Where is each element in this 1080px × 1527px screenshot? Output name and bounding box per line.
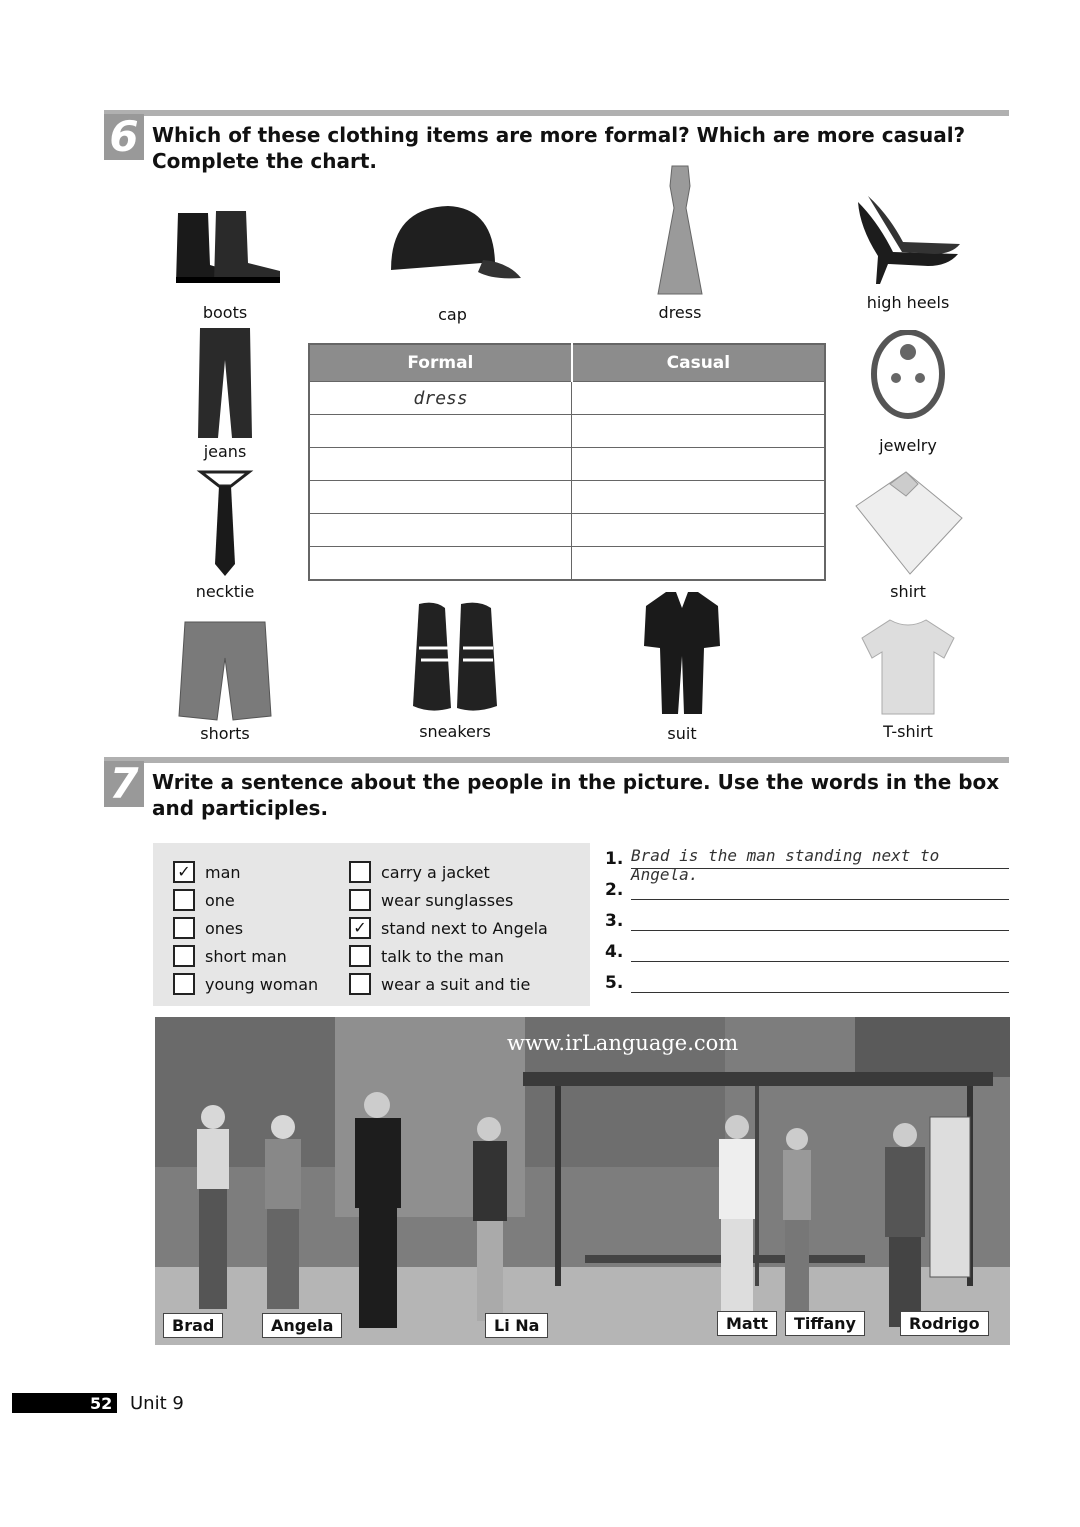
chart-cell[interactable] (309, 415, 572, 448)
name-label-lina: Li Na (485, 1313, 548, 1338)
chart-row (309, 547, 825, 581)
shirt-icon (850, 466, 966, 578)
word-option[interactable] (349, 861, 490, 883)
item-label: sneakers (419, 722, 491, 741)
item-jeans (170, 326, 280, 461)
chart-cell[interactable] (572, 382, 825, 415)
item-label: suit (667, 724, 697, 743)
item-boots (160, 205, 290, 322)
exercise-number: 7 (104, 761, 144, 807)
exercise-instruction (152, 769, 999, 821)
jewelry-icon (868, 330, 948, 426)
sneakers-icon (405, 598, 505, 716)
chart-row (309, 514, 825, 547)
item-label: jewelry (879, 436, 937, 455)
exercise-instruction (152, 122, 965, 174)
word-option[interactable] (173, 917, 243, 939)
word-option-label: short man (205, 946, 287, 966)
word-option[interactable] (349, 945, 504, 967)
word-option[interactable] (173, 861, 241, 883)
item-dress (630, 162, 730, 322)
word-option-label: wear sunglasses (381, 890, 514, 910)
item-shorts (170, 618, 280, 743)
word-option[interactable] (173, 945, 287, 967)
chart-cell[interactable] (572, 448, 825, 481)
answer-field[interactable] (631, 939, 1009, 962)
suit-icon (640, 586, 724, 718)
tshirt-icon (860, 616, 956, 718)
checkbox[interactable] (349, 889, 371, 911)
item-suit (630, 586, 734, 743)
answer-field[interactable]: Brad is the man standing next to Angela. (631, 846, 1009, 869)
watermark: www.irLanguage.com (507, 1031, 739, 1055)
checkbox[interactable] (173, 945, 195, 967)
answer-number: 4. (605, 942, 624, 962)
chart-cell[interactable] (572, 415, 825, 448)
checkbox[interactable] (349, 945, 371, 967)
chart-cell[interactable] (572, 481, 825, 514)
instruction-line: Which of these clothing items are more formal? Which are more casual? (152, 123, 966, 147)
word-option[interactable] (349, 973, 530, 995)
instruction-line: and participles. (152, 796, 329, 820)
name-label-tiffany: Tiffany (785, 1311, 865, 1336)
item-label: necktie (195, 582, 255, 601)
chart-header-formal: Formal (309, 344, 572, 382)
item-label: T-shirt (883, 722, 933, 741)
item-label: high heels (866, 293, 950, 312)
name-label-rodrigo: Rodrigo (900, 1311, 989, 1336)
item-label: shirt (890, 582, 926, 601)
item-cap (380, 200, 525, 324)
chart-row (309, 481, 825, 514)
cap-icon (383, 200, 523, 285)
word-option-label: young woman (205, 974, 319, 994)
item-tshirt (850, 616, 966, 741)
chart-cell[interactable] (309, 481, 572, 514)
chart-cell[interactable]: dress (309, 382, 572, 415)
instruction-line: Complete the chart. (152, 149, 378, 173)
answer-line (605, 970, 1009, 993)
chart-row (309, 415, 825, 448)
word-option-label: wear a suit and tie (381, 974, 531, 994)
boots-icon (168, 205, 283, 285)
name-label-matt: Matt (717, 1311, 777, 1336)
word-option[interactable] (349, 889, 513, 911)
jeans-icon (196, 326, 254, 440)
word-option-label: carry a jacket (381, 862, 490, 882)
item-label: dress (658, 303, 702, 322)
high-heels-icon (848, 192, 968, 287)
item-label: cap (438, 305, 467, 324)
answer-line (605, 939, 1009, 962)
instruction-line: Write a sentence about the people in the picture. Use the words in the box (152, 770, 1000, 794)
word-option-label: ones (205, 918, 244, 938)
unit-label: Unit 9 (130, 1393, 184, 1414)
word-option-label: stand next to Angela (381, 918, 548, 938)
word-option[interactable] (349, 917, 548, 939)
name-label-angela: Angela (262, 1313, 342, 1338)
section-rule (104, 757, 1009, 763)
word-option[interactable] (173, 973, 318, 995)
item-high-heels (840, 192, 976, 312)
item-necktie (170, 468, 280, 601)
word-option[interactable] (173, 889, 235, 911)
item-jewelry (850, 330, 966, 455)
chart-cell[interactable] (572, 514, 825, 547)
chart-cell[interactable] (309, 448, 572, 481)
dress-icon (650, 162, 710, 297)
checkbox[interactable] (173, 973, 195, 995)
formal-casual-chart (308, 343, 826, 581)
word-option-label: one (205, 890, 235, 910)
answer-number: 3. (605, 911, 624, 931)
checkbox[interactable] (173, 917, 195, 939)
street-scene-icon (155, 1017, 1010, 1345)
checkbox[interactable]: ✓ (173, 861, 195, 883)
checkbox[interactable]: ✓ (349, 917, 371, 939)
item-label: boots (202, 303, 248, 322)
answer-field[interactable] (631, 970, 1009, 993)
page-number: 52 (90, 1394, 113, 1413)
word-option-label: talk to the man (381, 946, 504, 966)
checkbox[interactable] (173, 889, 195, 911)
chart-row (309, 382, 825, 415)
answer-field[interactable] (631, 908, 1009, 931)
name-label-brad: Brad (163, 1313, 223, 1338)
answer-line (605, 877, 1009, 900)
answer-line (605, 908, 1009, 931)
checkbox[interactable] (349, 861, 371, 883)
item-sneakers (400, 598, 510, 741)
answer-field[interactable] (631, 877, 1009, 900)
street-scene-illustration (155, 1017, 1010, 1345)
chart-row (309, 448, 825, 481)
exercise-number: 6 (104, 114, 144, 160)
item-label: jeans (203, 442, 247, 461)
shorts-icon (177, 618, 273, 722)
chart-cell[interactable] (572, 547, 825, 581)
answer-line (605, 846, 1009, 884)
section-rule (104, 110, 1009, 116)
chart-cell[interactable] (309, 547, 572, 581)
word-option-label: man (205, 862, 241, 882)
answer-number: 2. (605, 880, 624, 900)
item-shirt (850, 466, 966, 601)
chart-header-casual: Casual (572, 344, 825, 382)
answer-number: 1. (605, 849, 624, 869)
chart-cell[interactable] (309, 514, 572, 547)
item-label: shorts (200, 724, 250, 743)
necktie-icon (195, 468, 255, 578)
answer-number: 5. (605, 973, 624, 993)
checkbox[interactable] (349, 973, 371, 995)
